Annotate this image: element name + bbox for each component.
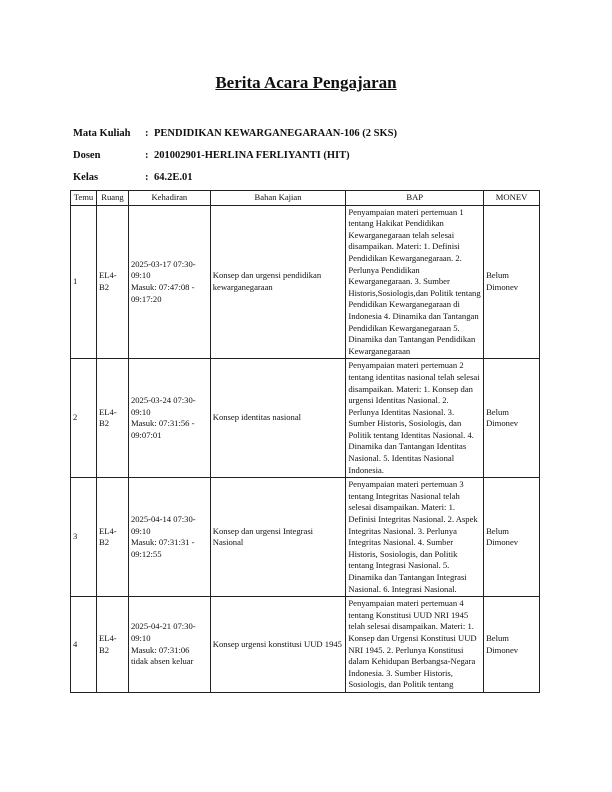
cell-monev: Belum Dimonev [484, 359, 540, 478]
info-row-kelas [73, 172, 193, 183]
kehadiran-jadwal: 2025-04-14 07:30-09:10 [130, 514, 196, 536]
cell-kehadiran [128, 478, 210, 597]
table-row [71, 359, 540, 478]
info-value: 201002901-HERLINA FERLIYANTI (HIT) [154, 150, 350, 161]
cell-kehadiran [128, 597, 210, 693]
table-row [71, 478, 540, 597]
col-header-bahan-kajian: Bahan Kajian [210, 191, 346, 206]
col-header-temu: Temu [71, 191, 97, 206]
info-row-dosen [73, 150, 350, 161]
page-title: Berita Acara Pengajaran [215, 73, 397, 92]
berita-acara-table [70, 190, 540, 693]
cell-bahan-kajian: Konsep urgensi konstitusi UUD 1945 [210, 597, 346, 693]
kehadiran-keterangan: tidak absen keluar [130, 656, 194, 667]
col-header-monev: MONEV [484, 191, 540, 206]
kehadiran-masuk: Masuk: 07:31:31 - 09:12:55 [130, 537, 195, 559]
cell-bap: Penyampaian materi pertemuan 4 tentang Konstitusi UUD NRI 1945 telah selesai disampaikan. Materi: 1. Konsep dan Urgensi Konstitusi UUD NRI 1945. 2. Perlunya Konstitusi dalam Kehidupan Berbangsa-Negara Indonesia. 3. Sumber Historis, Sosiologis, dan Politik tentang [346, 597, 484, 693]
col-header-ruang: Ruang [96, 191, 128, 206]
cell-bap: Penyampaian materi pertemuan 2 tentang identitas nasional telah selesai disampaikan. Materi: 1. Konsep dan urgensi Identitas Nasional. 2. Perlunya Identitas Nasional. 3. Sumber Historis, Sosiologis, dan Politik tentang Identitas Nasional. 4. Dinamika dan Tantangan Identitas Nasional. 5. Identitas Nasional Indonesia. [346, 359, 484, 478]
kehadiran-jadwal: 2025-04-21 07:30-09:10 [130, 621, 196, 643]
kehadiran-masuk: Masuk: 07:31:06 [130, 644, 190, 655]
col-header-kehadiran: Kehadiran [128, 191, 210, 206]
kehadiran-jadwal: 2025-03-17 07:30-09:10 [130, 258, 196, 281]
info-row-mata-kuliah [73, 128, 397, 139]
info-key: Dosen [73, 150, 101, 161]
cell-kehadiran [128, 359, 210, 478]
cell-bahan-kajian: Konsep identitas nasional [210, 359, 346, 478]
cell-kehadiran [128, 205, 210, 359]
cell-ruang: EL4-B2 [96, 478, 128, 597]
cell-monev: Belum Dimonev [484, 205, 540, 359]
cell-monev: Belum Dimonev [484, 597, 540, 693]
cell-bap: Penyampaian materi pertemuan 1 tentang Hakikat Pendidikan Kewarganegaraan telah selesai disampaikan. Materi: 1. Definisi Pendidikan Kewarganegaraan. 2. Perlunya Pendidikan Kewarganegaraan. 3. Sumber Historis,Sosiologis,dan Politik tentang Pendidikan Kewarganegaraan di Indonesia 4. Dinamika dan Tantangan Pendidikan Kewarganegaraan 5. Dinamika dan Tantangan Pendidikan Kewarganegaraan [346, 205, 484, 359]
cell-bahan-kajian: Konsep dan urgensi Integrasi Nasional [210, 478, 346, 597]
table-header-row [71, 191, 540, 206]
cell-ruang: EL4-B2 [96, 205, 128, 359]
cell-temu: 3 [71, 478, 97, 597]
kehadiran-masuk: Masuk: 07:31:56 - 09:07:01 [130, 418, 195, 440]
col-header-bap: BAP [346, 191, 484, 206]
cell-monev: Belum Dimonev [484, 478, 540, 597]
info-value: 64.2E.01 [154, 172, 193, 183]
cell-temu: 2 [71, 359, 97, 478]
cell-ruang: EL4-B2 [96, 597, 128, 693]
cell-ruang: EL4-B2 [96, 359, 128, 478]
info-value: PENDIDIKAN KEWARGANEGARAAN-106 (2 SKS) [154, 128, 397, 139]
cell-bap: Penyampaian materi pertemuan 3 tentang Integritas Nasional telah selesai disampaikan. Materi: 1. Definisi Integritas Nasional. 2. Aspek Integritas Nasional. 3. Perlunya Integritas Nasional. 4. Sumber Historis, Sosiologis, dan Politik tentang Integrasi Nasional. 5. Dinamika dan Tantangan Integrasi Nasional. 6. Integrasi Nasional. [346, 478, 484, 597]
table-row [71, 205, 540, 359]
cell-temu: 4 [71, 597, 97, 693]
info-key: Kelas [73, 172, 99, 183]
info-sep: : [145, 172, 149, 183]
table-row [71, 597, 540, 693]
info-key: Mata Kuliah [73, 128, 131, 139]
info-sep: : [145, 150, 149, 161]
cell-temu: 1 [71, 205, 97, 359]
cell-bahan-kajian: Konsep dan urgensi pendidikan kewarganegaraan [210, 205, 346, 359]
kehadiran-jadwal: 2025-03-24 07:30-09:10 [130, 395, 196, 417]
kehadiran-masuk: Masuk: 07:47:08 - 09:17:20 [130, 281, 195, 304]
info-sep: : [145, 128, 149, 139]
